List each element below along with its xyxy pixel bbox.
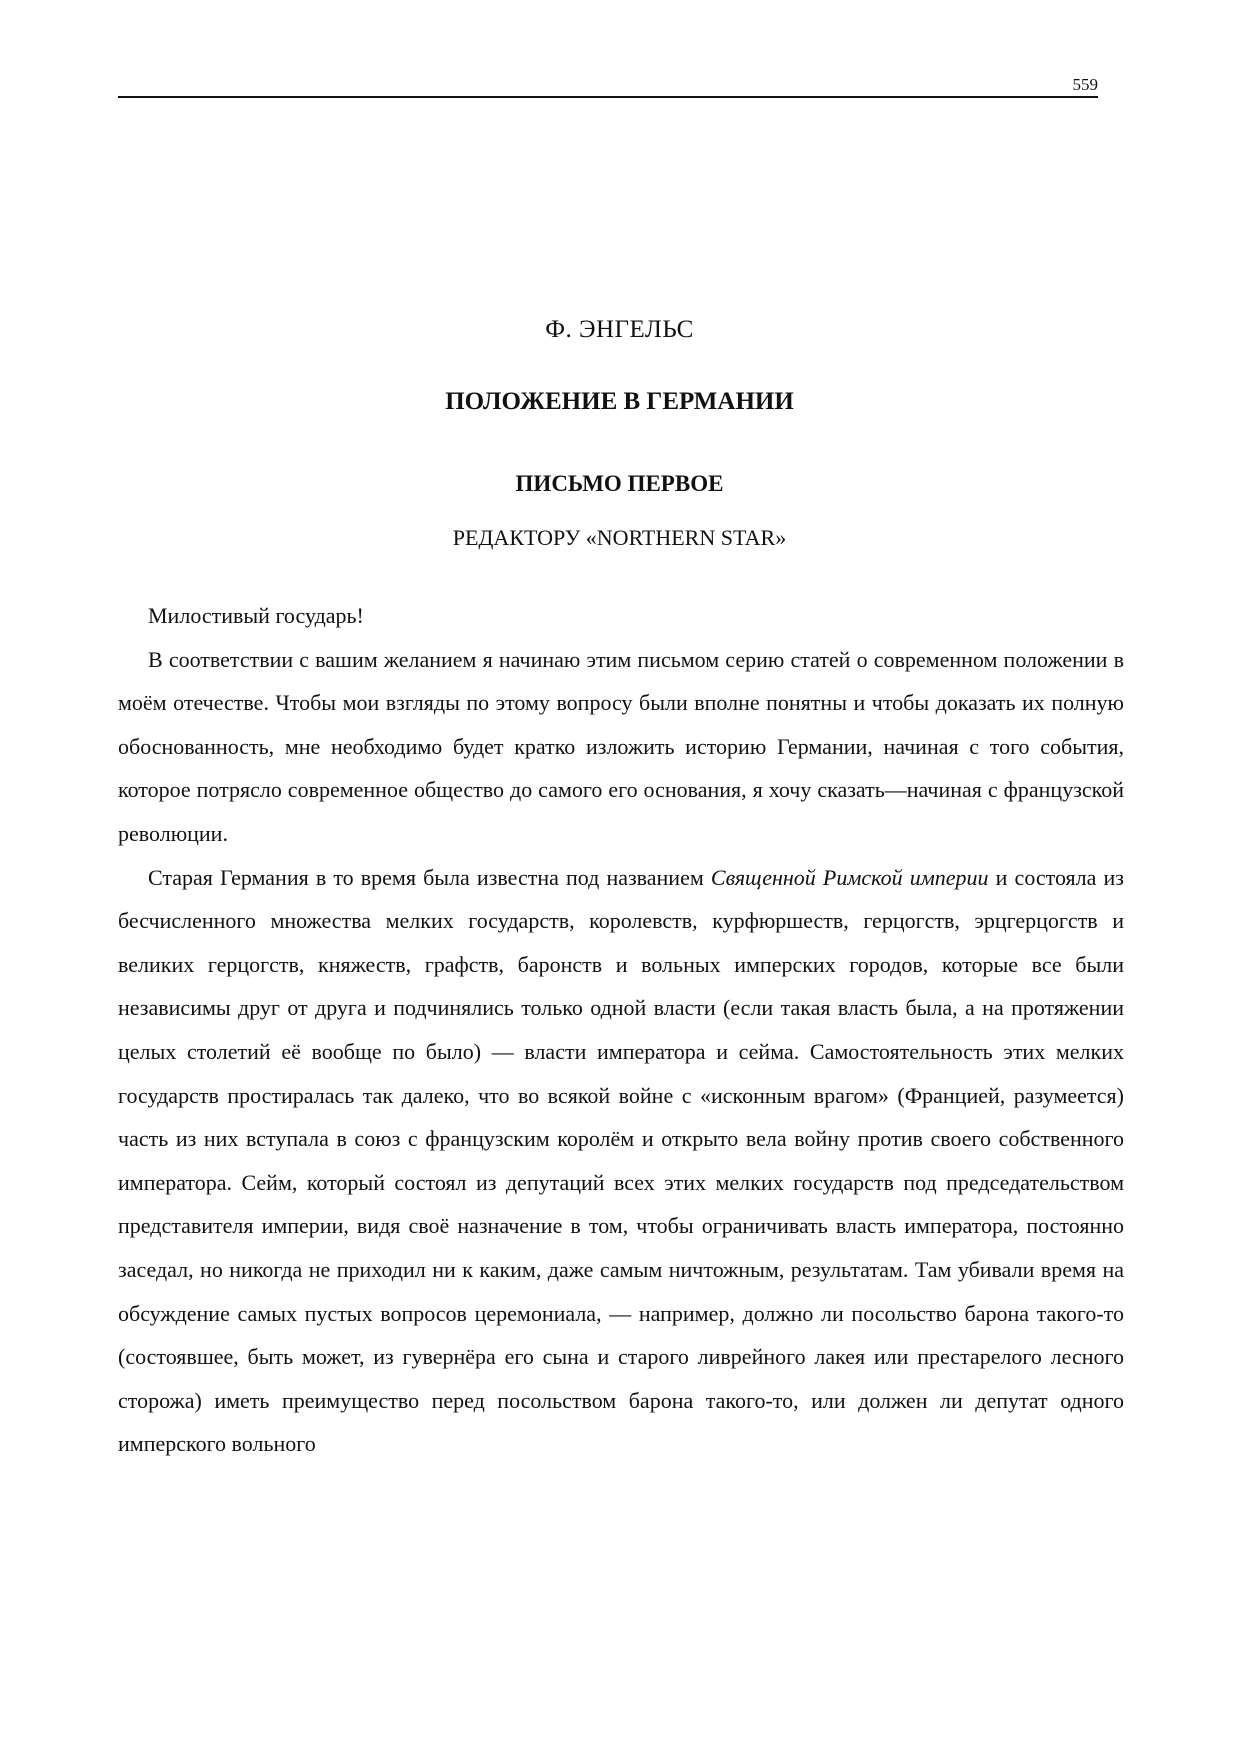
paragraph-2-rest: и состояла из бесчисленного множества мелких государств, королевств, курфюршеств, герцогств, эрцгерцогств и великих герцогств, княжеств, графств, баронств и вольных имперских городов, которые все были независимы друг от друга и подчинялись только одной власти (если такая власть была, а на протяжении целых столетий её вообще по было) — власти императора и сейма. Самостоятельность этих мелких государств простиралась так далеко, что во всякой войне с «исконным врагом» (Францией, разумеется) часть из них вступала в союз с французским королём и открыто вела войну против своего собственного императора. Сейм, который состоял из депутаций всех этих мелких государств под председательством представителя империи, видя своё назначение в том, чтобы ограничивать власть императора, постоянно заседал, но никогда не приходил ни к каким, даже самым ничтожным, результатам. Там убивали время на обсуждение самых пустых вопросов церемониала, — например, должно ли посольство барона такого-то (состоявшее, быть может, из гувернёра его сына и старого ливрейного лакея или престарелого лесного сторожа) иметь преимущество перед посольством барона такого-то, или должен ли депутат одного имперского вольного	[118, 864, 1124, 1457]
page-number: 559	[1072, 75, 1098, 94]
salutation: Милостивый государь!	[148, 603, 364, 628]
article-title: ПОЛОЖЕНИЕ В ГЕРМАНИИ	[445, 388, 794, 415]
paragraph-1: В соответствии с вашим желанием я начинаю этим письмом серию статей о современном положении в моём отечестве. Чтобы мои взгляды по этому вопросу были вполне понятны и чтобы доказать их полную обоснованность, мне необходимо будет кратко изложить историю Германии, начиная с того события, которое потрясло современное общество до самого его основания, я хочу сказать—начиная с французской революции.	[118, 646, 1124, 846]
addressee-line: РЕДАКТОРУ «NORTHERN STAR»	[452, 525, 787, 550]
paragraph-2	[118, 856, 1124, 1466]
author-name: Ф. ЭНГЕЛЬС	[545, 316, 694, 343]
body-text	[118, 594, 1124, 1466]
paragraph-2-start: Старая Германия в то время была известна под названием	[148, 864, 711, 890]
running-header	[118, 76, 1098, 98]
letter-subtitle: ПИСЬМО ПЕРВОЕ	[515, 471, 724, 496]
paragraph-2-italic: Священной Римской империи	[710, 864, 989, 890]
